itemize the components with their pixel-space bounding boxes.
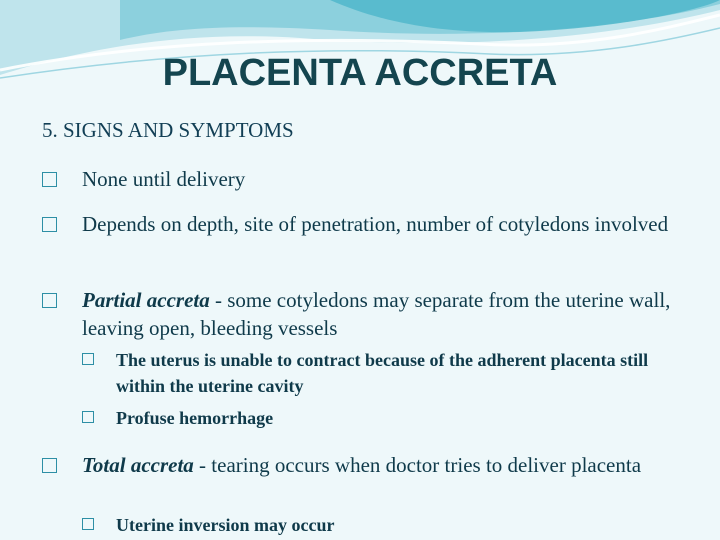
- square-bullet-icon: [42, 458, 57, 473]
- square-bullet-icon: [82, 353, 94, 365]
- bullet-remainder: - some cotyledons may separate from the uterine wall, leaving open, bleeding vessels: [82, 288, 671, 340]
- section-subheading: 5. SIGNS AND SYMPTOMS: [42, 118, 294, 142]
- square-bullet-icon: [82, 518, 94, 530]
- bullet-text: None until delivery: [82, 167, 246, 191]
- sub-bullet-text: The uterus is unable to contract because of the adherent placenta still within the uterine cavity: [116, 350, 649, 396]
- square-bullet-icon: [42, 172, 57, 187]
- bullet-text: [82, 286, 720, 342]
- bullet-emphasis: Partial accreta: [82, 288, 210, 312]
- square-bullet-icon: [42, 217, 57, 232]
- bullet-remainder: - tearing occurs when doctor tries to deliver placenta: [193, 453, 642, 477]
- square-bullet-icon: [42, 293, 57, 308]
- square-bullet-icon: [82, 411, 94, 423]
- bullet-text: [82, 451, 720, 479]
- bullet-emphasis: Total accreta: [82, 453, 194, 477]
- slide-title: PLACENTA ACCRETA: [162, 52, 558, 94]
- bullet-text: Depends on depth, site of penetration, number of cotyledons involved: [82, 212, 669, 236]
- sub-bullet-text: Profuse hemorrhage: [116, 408, 274, 428]
- sub-bullet-text: Uterine inversion may occur: [116, 515, 335, 535]
